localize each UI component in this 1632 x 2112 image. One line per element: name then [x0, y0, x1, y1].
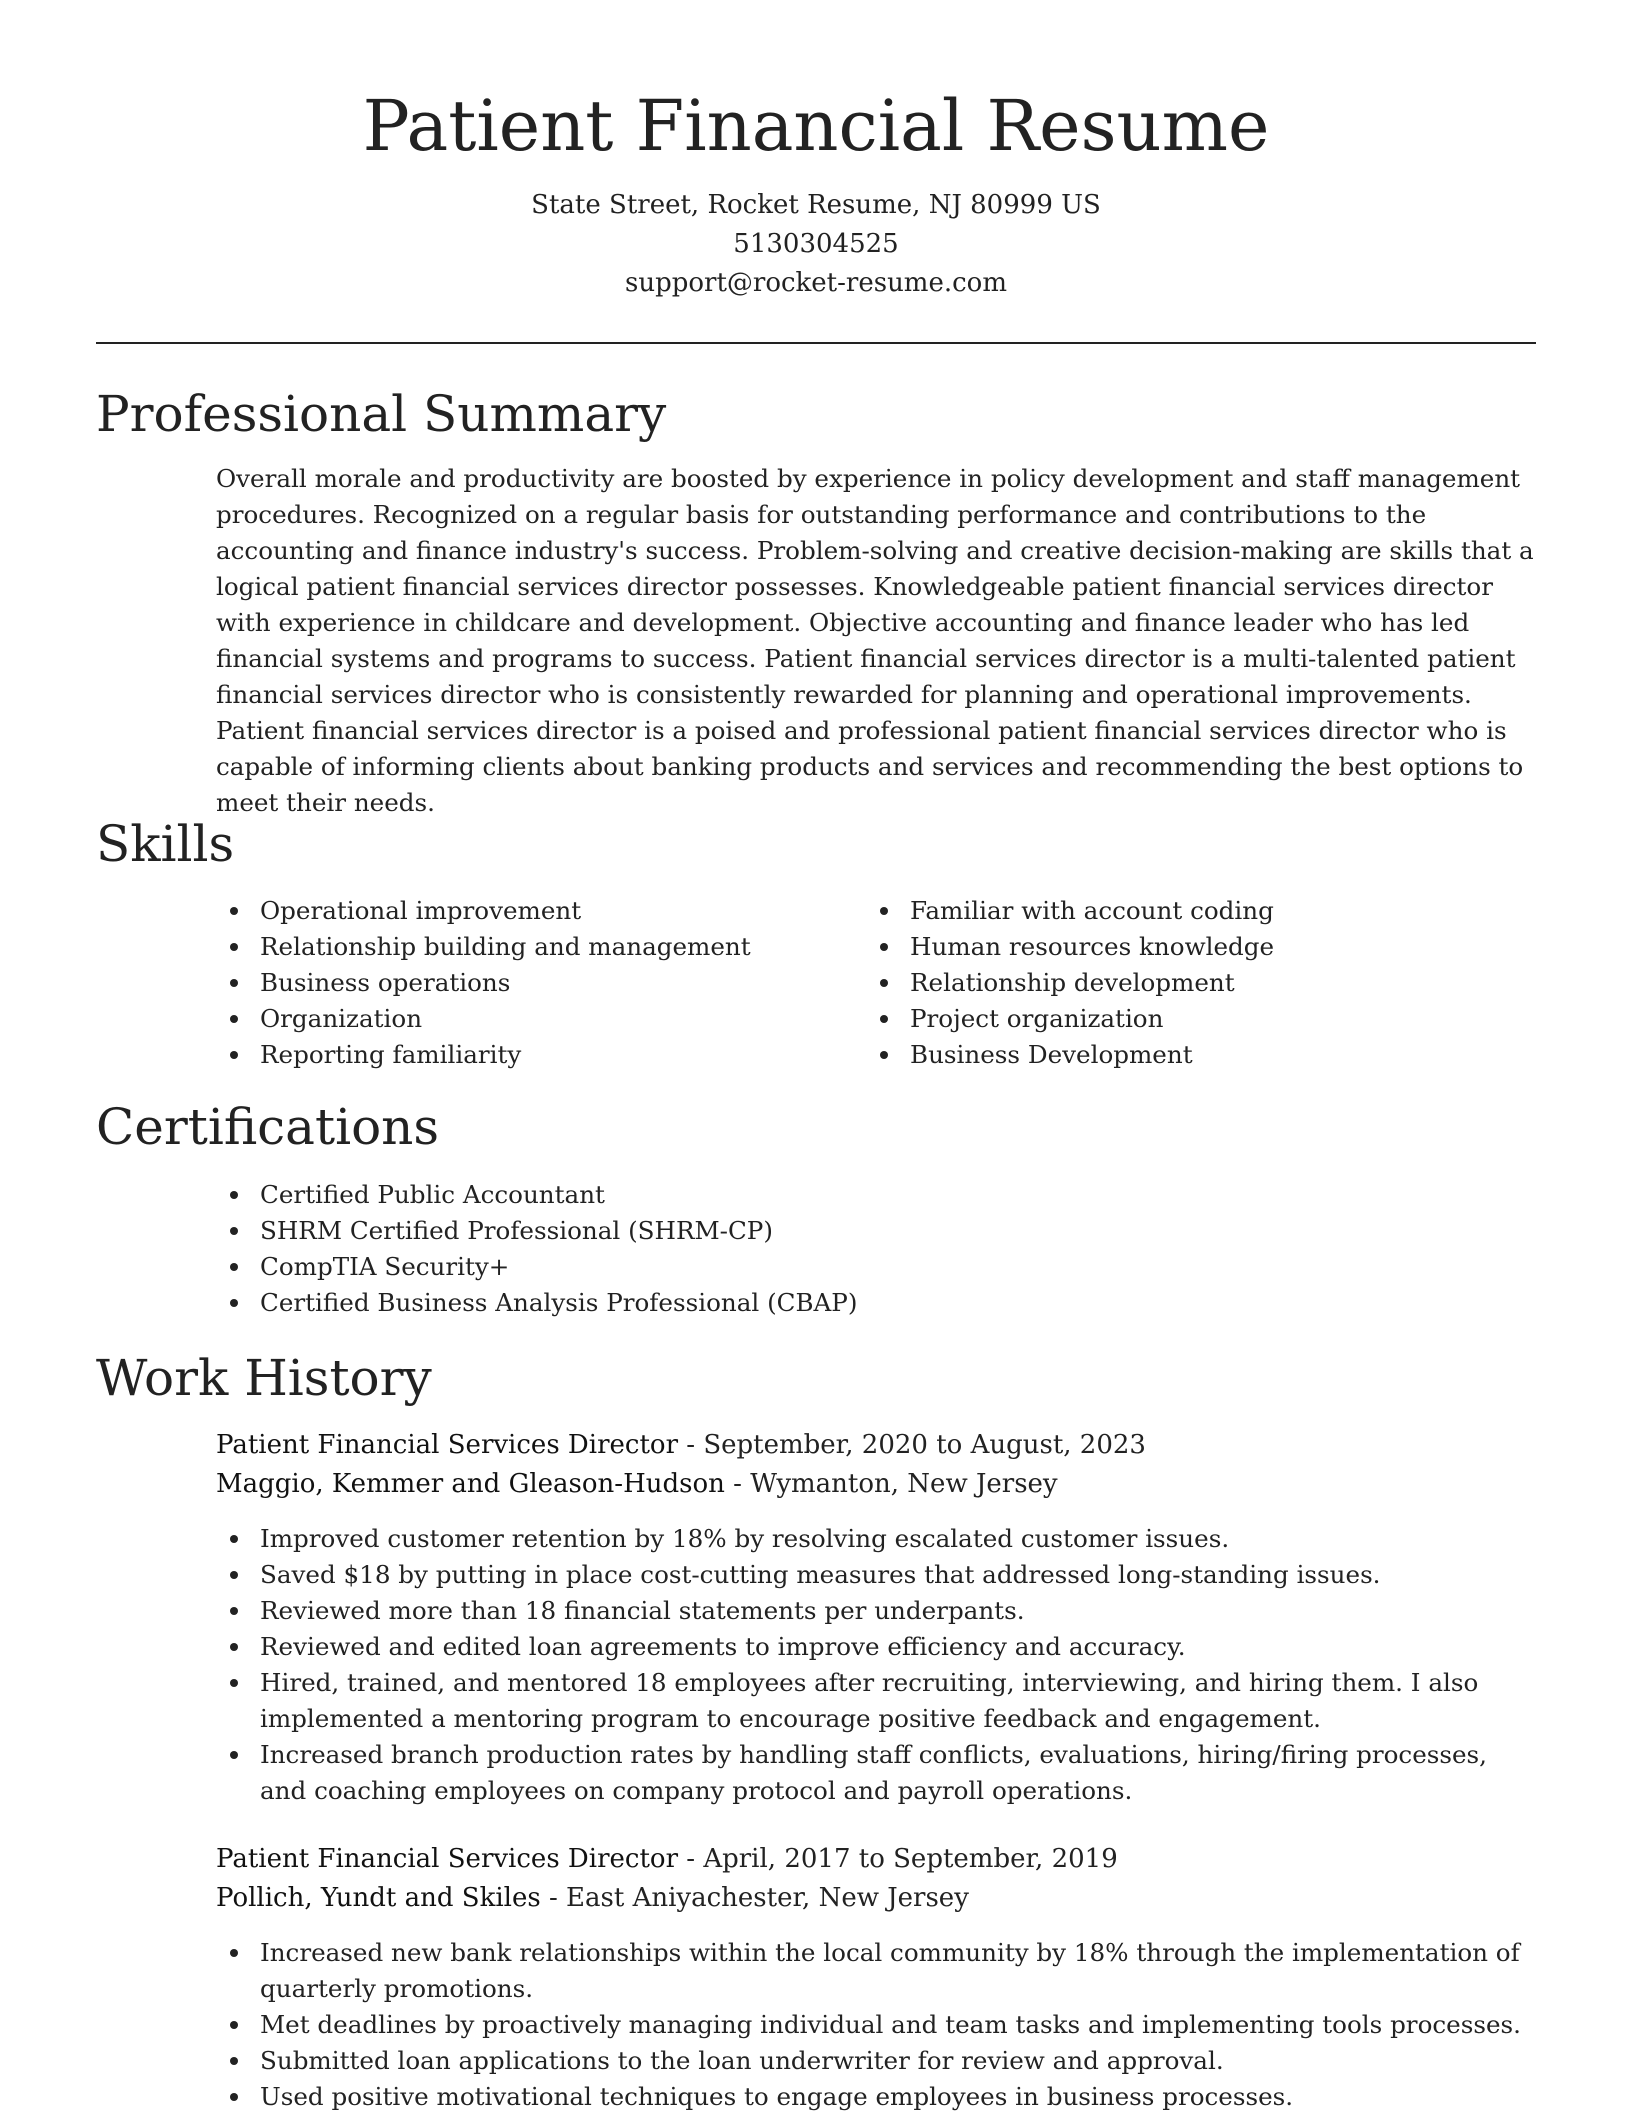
job-title-line — [216, 1840, 1536, 1879]
bullet-dot — [880, 979, 888, 987]
certifications-list — [216, 1177, 1536, 1321]
job-bullet: Reviewed and edited loan agreements to improve efficiency and accuracy. — [216, 1629, 1536, 1665]
skill-item: Project organization — [866, 1001, 1536, 1037]
job-dates: - September, 2020 to August, 2023 — [678, 1430, 1146, 1460]
header-divider — [96, 342, 1536, 344]
job-bullet: Reviewed more than 18 financial statements per underpants. — [216, 1593, 1536, 1629]
bullet-dot — [230, 1607, 238, 1615]
job-bullets — [216, 1935, 1536, 2112]
bullet-dot — [880, 907, 888, 915]
contact-phone: 5130304525 — [733, 229, 899, 259]
job-bullets — [216, 1521, 1536, 1809]
certification-item: SHRM Certified Professional (SHRM-CP) — [216, 1213, 1536, 1249]
bullet-dot — [880, 943, 888, 951]
bullet-dot — [230, 2057, 238, 2065]
bullet-dot — [230, 1015, 238, 1023]
job-company: Pollich, Yundt and Skiles — [216, 1883, 541, 1913]
contact-address: State Street, Rocket Resume, NJ 80999 US — [531, 190, 1101, 220]
bullet-dot — [230, 1679, 238, 1687]
skill-item: Reporting familiarity — [216, 1037, 856, 1073]
resume-header — [0, 78, 1632, 303]
skill-item: Business Development — [866, 1037, 1536, 1073]
job-title-line — [216, 1426, 1536, 1465]
bullet-dot — [230, 2021, 238, 2029]
bullet-dot — [230, 1299, 238, 1307]
certification-item: Certified Business Analysis Professional (CBAP) — [216, 1285, 1536, 1321]
bullet-dot — [230, 1535, 238, 1543]
bullet-dot — [880, 1015, 888, 1023]
certifications-heading: Certifications — [96, 1098, 440, 1156]
bullet-dot — [230, 1263, 238, 1271]
bullet-dot — [230, 2093, 238, 2101]
job-bullet: Increased branch production rates by handling staff conflicts, evaluations, hiring/firing processes, and coaching employees on company protocol and payroll operations. — [216, 1737, 1536, 1809]
job-bullet: Increased new bank relationships within the local community by 18% through the implementation of quarterly promotions. — [216, 1935, 1536, 2007]
bullet-dot — [230, 1643, 238, 1651]
skills-right-column — [866, 893, 1536, 1073]
job-company: Maggio, Kemmer and Gleason-Hudson — [216, 1469, 725, 1499]
resume-name: Patient Financial Resume — [362, 85, 1270, 167]
contact-block — [0, 186, 1632, 303]
certification-item: Certified Public Accountant — [216, 1177, 1536, 1213]
skill-item: Relationship building and management — [216, 929, 856, 965]
bullet-dot — [230, 943, 238, 951]
job-company-line — [216, 1879, 1536, 1918]
skill-item: Relationship development — [866, 965, 1536, 1001]
bullet-dot — [230, 1227, 238, 1235]
bullet-dot — [230, 907, 238, 915]
contact-email: support@rocket-resume.com — [624, 268, 1007, 298]
skill-item: Familiar with account coding — [866, 893, 1536, 929]
job-location: - East Aniyachester, New Jersey — [540, 1883, 969, 1913]
job-bullet: Met deadlines by proactively managing individual and team tasks and implementing tools processes. — [216, 2007, 1536, 2043]
bullet-dot — [230, 1949, 238, 1957]
summary-heading: Professional Summary — [96, 385, 667, 443]
job-role: Patient Financial Services Director — [216, 1430, 678, 1460]
job-company-line — [216, 1465, 1536, 1504]
skills-left-column — [216, 893, 856, 1073]
job-bullet: Submitted loan applications to the loan underwriter for review and approval. — [216, 2043, 1536, 2079]
skill-item: Business operations — [216, 965, 856, 1001]
job-dates: - April, 2017 to September, 2019 — [678, 1844, 1118, 1874]
skill-item: Organization — [216, 1001, 856, 1037]
work-history-heading: Work History — [96, 1349, 432, 1407]
skills-heading: Skills — [96, 815, 235, 873]
job-bullet: Hired, trained, and mentored 18 employees after recruiting, interviewing, and hiring them. I also implemented a mentoring program to encourage positive feedback and engagement. — [216, 1665, 1536, 1737]
bullet-dot — [230, 1051, 238, 1059]
job-role: Patient Financial Services Director — [216, 1844, 678, 1874]
bullet-dot — [880, 1051, 888, 1059]
bullet-dot — [230, 1571, 238, 1579]
skill-item: Operational improvement — [216, 893, 856, 929]
job-bullet: Improved customer retention by 18% by resolving escalated customer issues. — [216, 1521, 1536, 1557]
job-location: - Wymanton, New Jersey — [724, 1469, 1058, 1499]
bullet-dot — [230, 1751, 238, 1759]
summary-text: Overall morale and productivity are boosted by experience in policy development and staff management procedures. Recognized on a regular basis for outstanding performance and contributions to the accounting and finance industry's success. Problem-solving and creative decision-making are skills that a logical patient financial services director possesses. Knowledgeable patient financial services director with experience in childcare and development. Objective accounting and finance leader who has led financial systems and programs to success. Patient financial services director is a multi-talented patient financial services director who is consistently rewarded for planning and operational improvements. Patient financial services director is a poised and professional patient financial services director who is capable of informing clients about banking products and services and recommending the best options to meet their needs. — [216, 464, 1534, 817]
skill-item: Human resources knowledge — [866, 929, 1536, 965]
bullet-dot — [230, 979, 238, 987]
job-bullet: Used positive motivational techniques to engage employees in business processes. — [216, 2079, 1536, 2112]
bullet-dot — [230, 1191, 238, 1199]
job-bullet: Saved $18 by putting in place cost-cutting measures that addressed long-standing issues. — [216, 1557, 1536, 1593]
certification-item: CompTIA Security+ — [216, 1249, 1536, 1285]
